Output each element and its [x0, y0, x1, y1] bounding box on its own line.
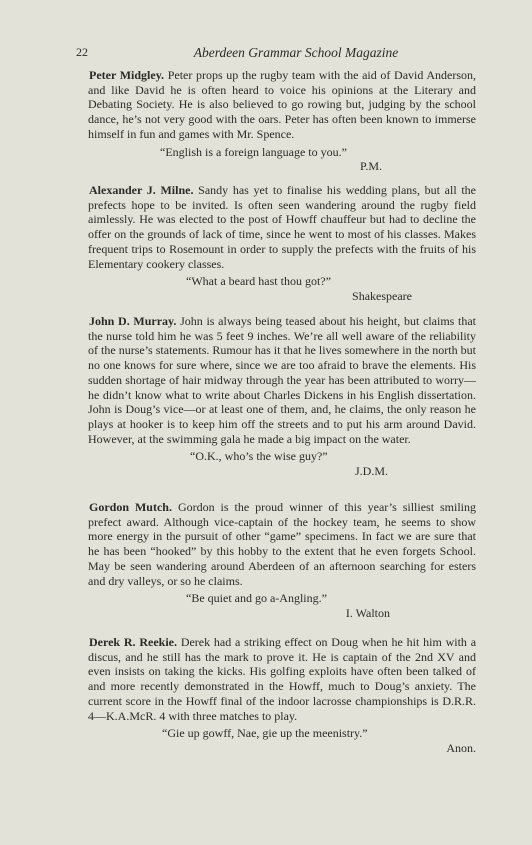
entry-paragraph: [88, 500, 476, 588]
prefect-entry: [88, 68, 476, 174]
entry-text: Sandy has yet to finalise his wedding plans, but all the prefects hope to be invited. Is often seen wandering around the rugby field aimlessly. He was elected to the post of Howff chauffeur but had to decline the offer on the grounds of lack of time, since he went to most of his classes. Makes frequent trips to Rosemount in order to supply the prefects with the fruits of his Elementary cookery classes.: [88, 183, 476, 271]
running-title: Aberdeen Grammar School Magazine: [193, 45, 399, 60]
page-header: [76, 45, 476, 63]
entry-name: Gordon Mutch.: [89, 500, 172, 514]
entry-paragraph: [88, 314, 476, 446]
entry-text: Peter props up the rugby team with the aid of David Anderson, and like David he is often heard to voice his opinions at the Literary and Debating Society. He is also believed to go rowing but, judging by the school dance, he’s not very good with the oars. Peter has often been known to immerse himself in fun and games with Mr. Spence.: [88, 68, 476, 141]
page-number: 22: [76, 45, 88, 59]
quote-attribution: Anon.: [446, 740, 476, 755]
entry-text: John is always being teased about his height, but claims that the nurse told him he was 5 feet 9 inches. We’re all well aware of the reliability of the nurse’s statements. Rumour has it that he lives somewhere in the north but no one knows for sure where, since we are too afraid to brave the elements. His sudden shortage of hair midway through the year has been attributed to worry—he didn’t know what to write about Charles Dickens in his English dissertation. John is Doug’s vice—or at least one of them, and, he claims, the only reason he plays at hooker is to keep him off the streets and to put his arm around David. However, at the swimming gala he made a big impact on the water.: [88, 314, 477, 446]
entry-text: Gordon is the proud winner of this year’s silliest smiling prefect award. Although vice-captain of the hockey team, he seems to show more energy in the pursuit of other “game” specimens. In fact we are sure that he has been “hooked” by this hobby to the extent that he even forgets School. May be seen wandering around Aberdeen of an afternoon searching for esters and dry valleys, or so he claims.: [88, 500, 476, 588]
entry-quote: “What a beard hast thou got?”: [186, 274, 331, 289]
entry-quote: “O.K., who’s the wise guy?”: [190, 449, 328, 464]
prefect-entry: [88, 183, 476, 303]
prefect-entry: [88, 635, 476, 755]
entry-paragraph: [88, 183, 476, 271]
prefect-entry: [88, 500, 476, 620]
quote-attribution: J.D.M.: [354, 463, 388, 478]
entry-quote: “Be quiet and go a-Angling.”: [186, 591, 327, 606]
entry-name: Derek R. Reekie.: [89, 635, 178, 649]
prefect-entry: [88, 314, 476, 478]
entry-quote: “English is a foreign language to you.”: [160, 144, 347, 159]
quote-attribution: I. Walton: [345, 605, 390, 620]
quote-attribution: Shakespeare: [352, 288, 412, 303]
entry-quote: “Gie up gowff, Nae, gie up the meenistry.”: [162, 726, 368, 741]
entry-name: John D. Murray.: [89, 314, 177, 328]
entry-paragraph: [88, 68, 476, 142]
quote-attribution: P.M.: [359, 159, 382, 174]
entry-name: Alexander J. Milne.: [89, 183, 194, 197]
entry-text: Derek had a striking effect on Doug when he hit him with a discus, and he still has the mark to prove it. He is captain of the 2nd XV and even insists on taking the kicks. His golfing exploits have often been talked of and more recently demonstrated in the Howff, much to Doug’s anxiety. The current score in the Howff final of the indoor lacrosse championships is D.R.R. 4—K.A.McR. 4 with three matches to play.: [88, 635, 477, 723]
entry-name: Peter Midgley.: [89, 68, 165, 82]
entry-paragraph: [88, 635, 476, 723]
